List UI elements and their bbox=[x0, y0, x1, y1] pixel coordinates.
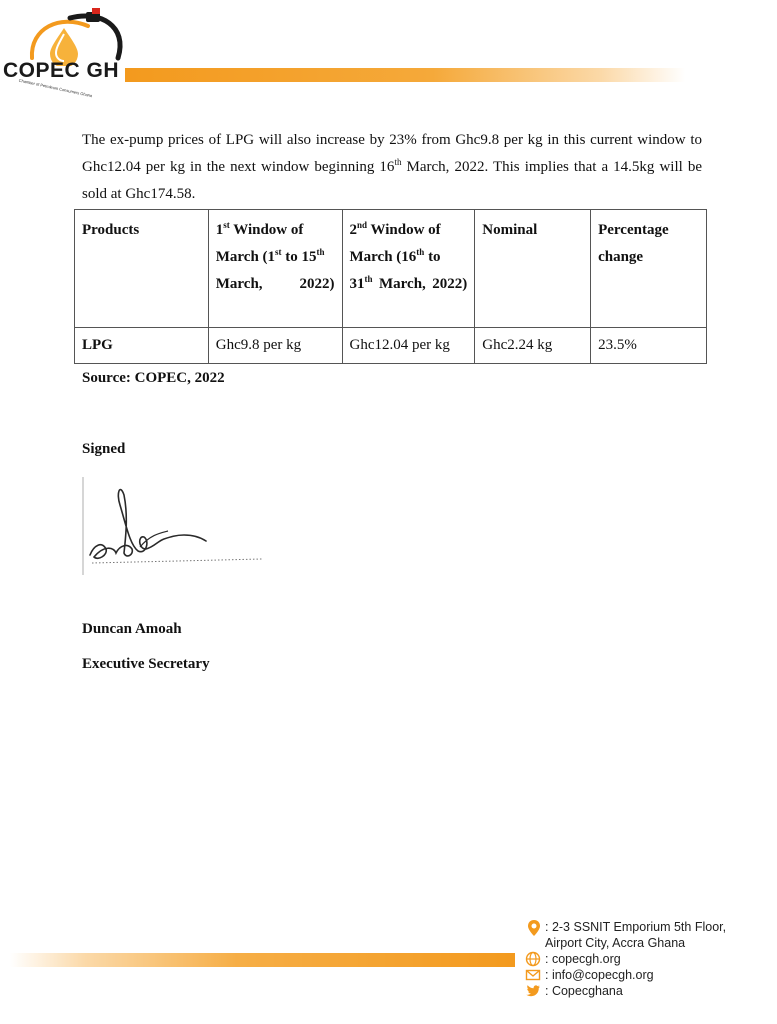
intro-paragraph: The ex-pump prices of LPG will also increase by 23% from Ghc9.8 per kg in this current window to Ghc12.04 per kg in the next window beginning 16th March, 2022. This implies that a 14.5kg will be sold at Ghc174.58. bbox=[82, 132, 702, 202]
price-table bbox=[74, 209, 707, 364]
website-link[interactable]: : copecgh.org bbox=[545, 952, 621, 966]
cell-window1: Ghc9.8 per kg bbox=[208, 328, 342, 364]
globe-icon bbox=[525, 951, 543, 967]
email-row[interactable] bbox=[525, 967, 760, 983]
header-nominal: Nominal bbox=[475, 210, 591, 328]
header-window1: 1st Window of March (1st to 15th March, 2022) bbox=[208, 210, 342, 328]
logo-text: COPEC GH bbox=[3, 59, 120, 82]
header-percentage: Percentage change bbox=[591, 210, 707, 328]
cell-nominal: Ghc2.24 kg bbox=[475, 328, 591, 364]
email-link[interactable]: : info@copecgh.org bbox=[545, 968, 654, 982]
signed-label: Signed bbox=[82, 441, 126, 457]
header-accent-bar bbox=[125, 68, 685, 82]
copec-logo bbox=[0, 6, 132, 111]
signer-name: Duncan Amoah bbox=[82, 621, 182, 637]
address-row bbox=[525, 919, 760, 935]
cell-percentage: 23.5% bbox=[591, 328, 707, 364]
address-line1: : 2-3 SSNIT Emporium 5th Floor, bbox=[545, 920, 727, 934]
table-row bbox=[75, 328, 707, 364]
header-window2: 2nd Window of March (16th to 31th March, 2022) bbox=[342, 210, 475, 328]
signature-image bbox=[80, 475, 270, 580]
location-pin-icon bbox=[525, 919, 543, 935]
footer-accent-bar bbox=[10, 953, 515, 967]
cell-window2: Ghc12.04 per kg bbox=[342, 328, 475, 364]
source-note: Source: COPEC, 2022 bbox=[82, 370, 225, 386]
fuel-nozzle-icon bbox=[0, 6, 132, 66]
cell-product: LPG bbox=[75, 328, 209, 364]
website-row[interactable] bbox=[525, 951, 760, 967]
header-products: Products bbox=[75, 210, 209, 328]
contact-info bbox=[525, 919, 760, 999]
signer-title: Executive Secretary bbox=[82, 656, 210, 672]
address-line2: Airport City, Accra Ghana bbox=[545, 936, 686, 950]
twitter-bird-icon bbox=[525, 983, 543, 999]
logo-tagline: Chamber of Petroleum Consumers Ghana bbox=[18, 77, 93, 99]
twitter-row[interactable] bbox=[525, 983, 760, 999]
twitter-handle[interactable]: : Copecghana bbox=[545, 984, 623, 998]
envelope-icon bbox=[525, 967, 543, 983]
table-header-row bbox=[75, 210, 707, 328]
